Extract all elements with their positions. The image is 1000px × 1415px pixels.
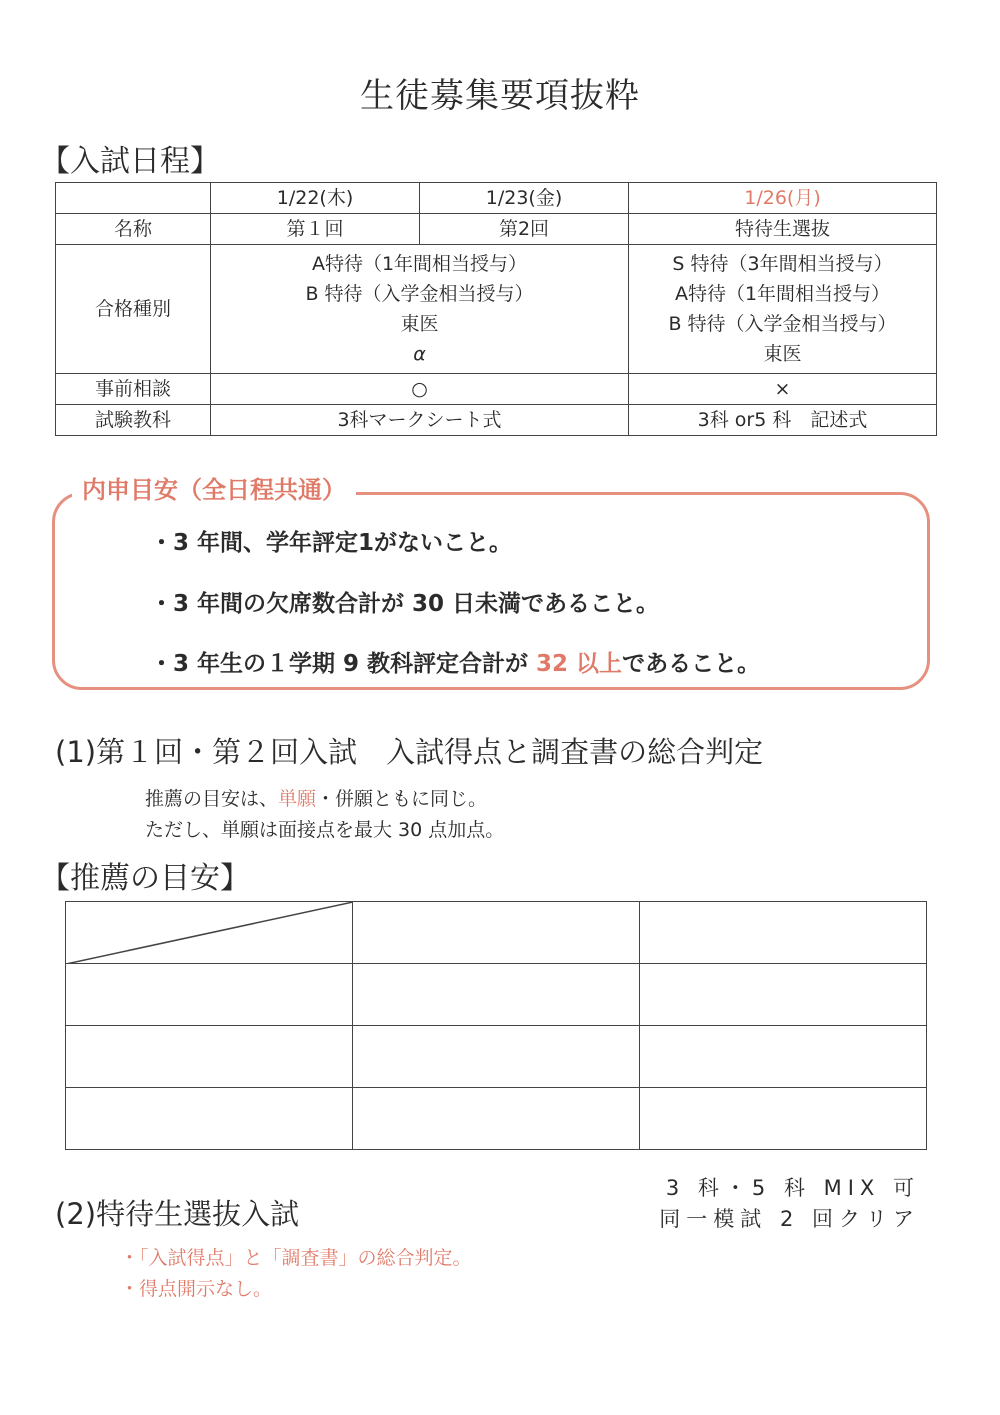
section1-line1 bbox=[145, 784, 487, 811]
section2-item: ・「入試得点」と「調査書」の総合判定。 bbox=[120, 1247, 472, 1269]
type-line: B 特待（入学金相当授与） bbox=[668, 313, 897, 335]
subject-cell: 3科マークシート式 bbox=[211, 405, 629, 436]
table-row bbox=[66, 902, 927, 964]
section2-heading: (2)特待生選抜入試 bbox=[55, 1197, 300, 1231]
row-label: 事前相談 bbox=[56, 374, 211, 405]
naishin-item bbox=[150, 645, 760, 678]
type-line: A特待（1年間相当授与） bbox=[311, 253, 528, 275]
row-label: 名称 bbox=[56, 214, 211, 245]
schedule-date-row bbox=[56, 183, 937, 214]
name-cell: 第１回 bbox=[211, 214, 420, 245]
table-cell bbox=[640, 1088, 927, 1150]
type-line: B 特待（入学金相当授与） bbox=[305, 283, 534, 305]
date-cell: 1/23(金) bbox=[420, 183, 629, 214]
recommend-note: 同一模試 2 回クリア bbox=[659, 1207, 920, 1231]
diagonal-cell bbox=[66, 902, 353, 964]
type-line: S 特待（3年間相当授与） bbox=[672, 253, 893, 275]
type-line: 東医 bbox=[763, 343, 802, 365]
naishin-item: ・3 年間、学年評定1がないこと。 bbox=[150, 530, 513, 556]
section1-text: ・併願ともに同じ。 bbox=[316, 788, 488, 810]
table-cell bbox=[640, 964, 927, 1026]
recommend-table bbox=[65, 901, 927, 1150]
table-cell bbox=[640, 902, 927, 964]
table-cell bbox=[353, 964, 640, 1026]
table-cell bbox=[640, 1026, 927, 1088]
section1-text: 推薦の目安は、 bbox=[145, 788, 279, 810]
consult-cell: × bbox=[629, 374, 937, 405]
table-cell bbox=[353, 902, 640, 964]
name-cell: 特待生選抜 bbox=[629, 214, 937, 245]
table-cell bbox=[353, 1026, 640, 1088]
naishin-item-text: ・3 年生の１学期 9 教科評定合計が bbox=[150, 651, 537, 677]
date-cell: 1/26(月) bbox=[629, 183, 937, 214]
type-line: A特待（1年間相当授与） bbox=[674, 283, 891, 305]
recommend-note: 3 科・5 科 MIX 可 bbox=[665, 1176, 920, 1200]
section2-item: ・得点開示なし。 bbox=[120, 1278, 273, 1300]
schedule-table bbox=[55, 182, 937, 436]
consult-cell: ○ bbox=[211, 374, 629, 405]
table-cell bbox=[66, 1088, 353, 1150]
type-cell-third bbox=[629, 245, 937, 374]
name-cell: 第2回 bbox=[420, 214, 629, 245]
diagonal-line bbox=[66, 902, 353, 964]
table-cell bbox=[66, 964, 353, 1026]
schedule-subject-row bbox=[56, 405, 937, 436]
table-cell bbox=[66, 1026, 353, 1088]
naishin-item: ・3 年間の欠席数合計が 30 日未満であること。 bbox=[150, 591, 660, 617]
date-cell: 1/22(木) bbox=[211, 183, 420, 214]
type-cell-first bbox=[211, 245, 629, 374]
schedule-type-row bbox=[56, 245, 937, 374]
section1-heading: (1)第１回・第２回入試 入試得点と調査書の総合判定 bbox=[55, 735, 764, 769]
blank-cell bbox=[56, 183, 211, 214]
recommend-heading: 【推薦の目安】 bbox=[40, 861, 250, 896]
section1-accent: 単願 bbox=[278, 788, 317, 810]
page-title: 生徒募集要項抜粋 bbox=[360, 76, 640, 116]
type-line: 東医 bbox=[400, 313, 439, 335]
schedule-heading: 【入試日程】 bbox=[40, 144, 220, 179]
naishin-item-accent: 32 以上 bbox=[536, 651, 623, 677]
table-cell bbox=[353, 1088, 640, 1150]
type-line: α bbox=[413, 343, 426, 365]
table-row bbox=[66, 1088, 927, 1150]
section1-line2: ただし、単願は面接点を最大 30 点加点。 bbox=[145, 819, 505, 841]
row-label: 合格種別 bbox=[56, 245, 211, 374]
schedule-consult-row bbox=[56, 374, 937, 405]
schedule-name-row bbox=[56, 214, 937, 245]
table-row bbox=[66, 1026, 927, 1088]
row-label: 試験教科 bbox=[56, 405, 211, 436]
naishin-title: 内申目安（全日程共通） bbox=[72, 470, 356, 505]
subject-cell: 3科 or5 科 記述式 bbox=[629, 405, 937, 436]
naishin-item-text: であること。 bbox=[622, 651, 761, 677]
table-row bbox=[66, 964, 927, 1026]
